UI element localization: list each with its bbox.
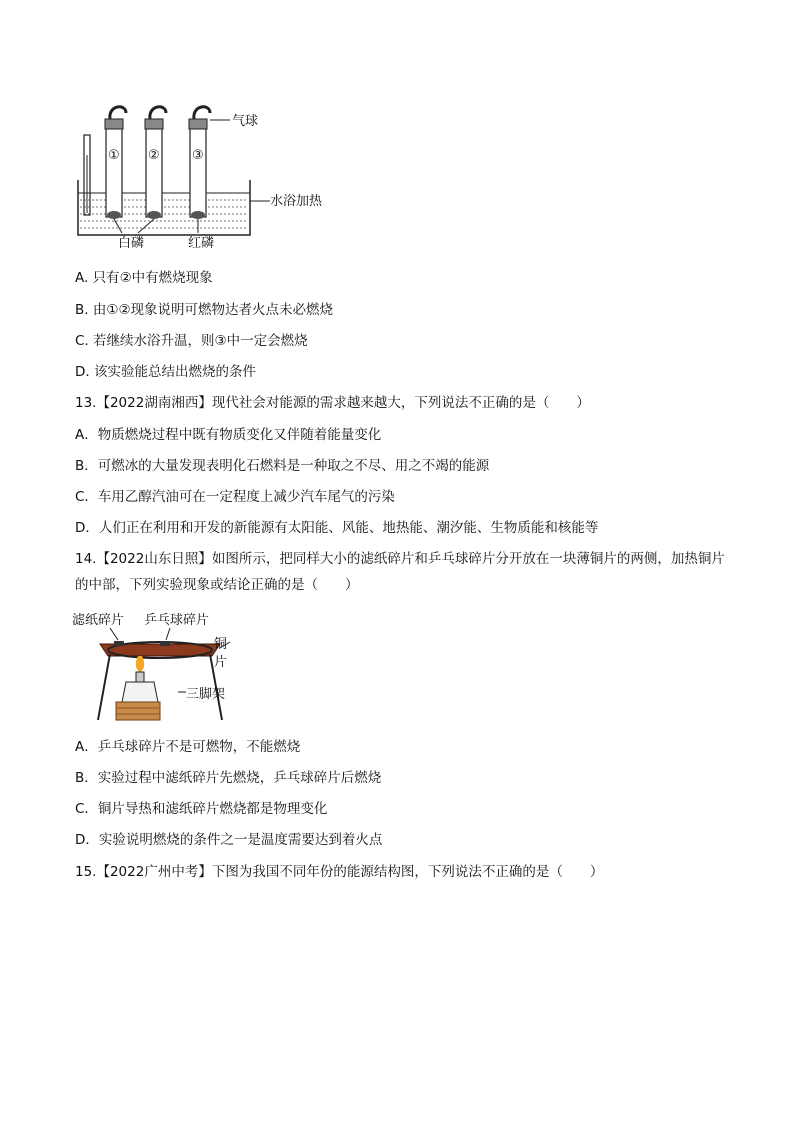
q13-stem: 13.【2022湖南湘西】现代社会对能源的需求越来越大，下列说法不正确的是（ ） <box>75 395 590 411</box>
water-bath-figure <box>70 95 350 255</box>
q14-option-d: D．实验说明燃烧的条件之一是温度需要达到着火点 <box>75 832 383 848</box>
label-white-phosphorus: 白磷 <box>118 236 145 251</box>
label-pingpong: 乒乓球碎片 <box>144 613 210 628</box>
tube-label-1: ① <box>108 148 120 163</box>
tube-label-3: ③ <box>192 148 204 163</box>
q12-option-b: B. 由①②现象说明可燃物达者火点未必燃烧 <box>75 302 334 318</box>
label-filter-paper: 滤纸碎片 <box>72 613 125 628</box>
tube-label-2: ② <box>148 148 160 163</box>
q12-option-c: C. 若继续水浴升温，则③中一定会燃烧 <box>75 333 308 349</box>
label-copper-2: 片 <box>214 655 228 670</box>
q13-option-a: A．物质燃烧过程中既有物质变化又伴随着能量变化 <box>75 427 382 443</box>
q14-option-b: B．实验过程中滤纸碎片先燃烧，乒乓球碎片后燃烧 <box>75 770 382 786</box>
label-copper-1: 铜 <box>214 637 228 652</box>
q15-stem: 15.【2022广州中考】下图为我国不同年份的能源结构图，下列说法不正确的是（ ） <box>75 864 604 880</box>
label-tripod: 三脚架 <box>186 687 226 702</box>
label-red-phosphorus: 红磷 <box>188 236 215 251</box>
q13-option-b: B．可燃冰的大量发现表明化石燃料是一种取之不尽、用之不竭的能源 <box>75 458 490 474</box>
q12-option-d: D. 该实验能总结出燃烧的条件 <box>75 364 256 380</box>
label-water-bath: 水浴加热 <box>270 194 323 209</box>
q14-option-a: A．乒乓球碎片不是可燃物，不能燃烧 <box>75 739 301 755</box>
q12-option-a: A. 只有②中有燃烧现象 <box>75 270 213 286</box>
label-balloon: 气球 <box>232 114 259 129</box>
tripod-figure <box>70 608 250 726</box>
q13-option-c: C．车用乙醇汽油可在一定程度上减少汽车尾气的污染 <box>75 489 395 505</box>
q14-option-c: C．铜片导热和滤纸碎片燃烧都是物理变化 <box>75 801 328 817</box>
q14-stem: 14.【2022山东日照】如图所示，把同样大小的滤纸碎片和乒乓球碎片分开放在一块薄铜片的两侧，加热铜片的中部，下列实验现象或结论正确的是（ ） <box>75 551 725 593</box>
q13-option-d: D．人们正在利用和开发的新能源有太阳能、风能、地热能、潮汐能、生物质能和核能等 <box>75 520 599 536</box>
